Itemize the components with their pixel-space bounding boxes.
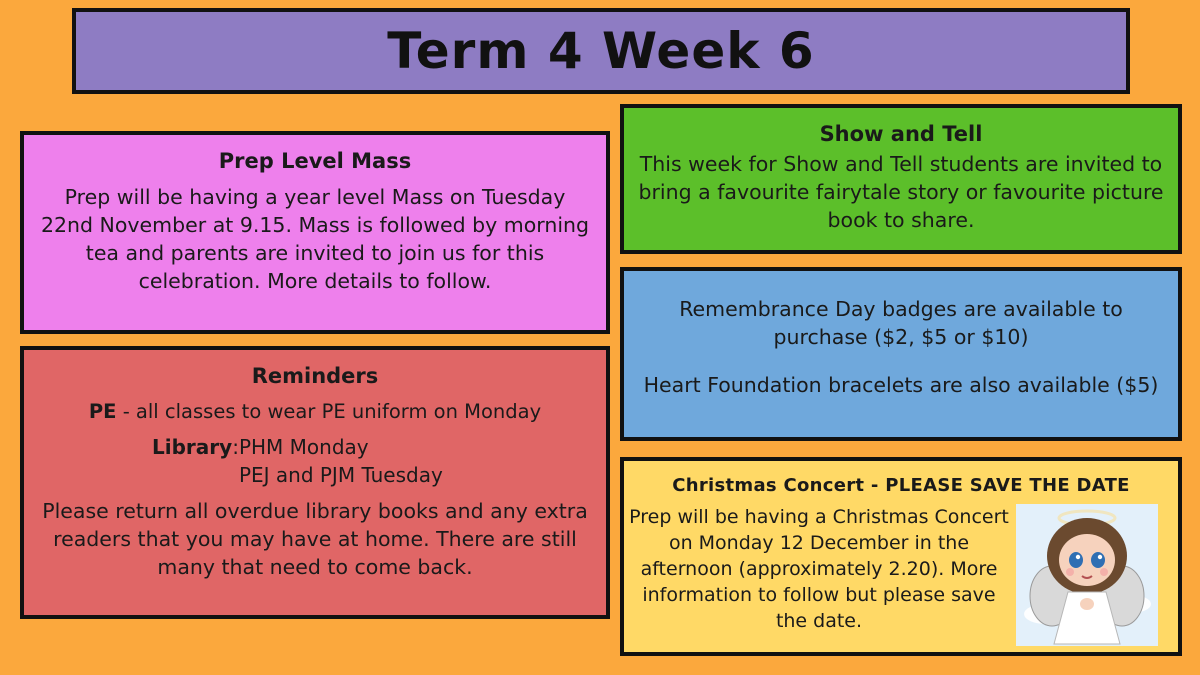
reminders-text: Please return all overdue library books and any extra readers that you may have at home. There are still many that need to come back. xyxy=(42,499,588,579)
christmas-text: Prep will be having a Christmas Concert on Monday 12 December in the afternoon (approximately 2.20). More information to follow but please save the date. xyxy=(629,506,1009,632)
library-line-2: PEJ and PJM Tuesday xyxy=(238,463,443,487)
bracelets-text: Heart Foundation bracelets are also available ($5) xyxy=(643,373,1159,397)
pe-reminder xyxy=(24,400,606,423)
mass-text: Prep will be having a year level Mass on Tuesday 22nd November at 9.15. Mass is followed by morning tea and parents are invited to join us for this celebration. More details to follow. xyxy=(40,185,590,293)
title-banner xyxy=(72,8,1130,94)
show-tell-heading: Show and Tell xyxy=(819,122,983,146)
reminders-heading: Reminders xyxy=(251,364,379,388)
prep-mass-card xyxy=(20,131,610,334)
show-and-tell-card xyxy=(620,104,1182,254)
mass-heading: Prep Level Mass xyxy=(218,149,412,173)
library-reminder xyxy=(152,433,606,489)
badges-text: Remembrance Day badges are available to purchase ($2, $5 or $10) xyxy=(679,297,1123,349)
library-line-1: PHM Monday xyxy=(238,435,369,459)
pe-label: PE xyxy=(88,400,117,423)
pe-text: - all classes to wear PE uniform on Monday xyxy=(116,400,542,423)
christmas-heading: Christmas Concert - PLEASE SAVE THE DATE xyxy=(672,475,1130,496)
show-tell-text: This week for Show and Tell students are invited to bring a favourite fairytale story or favourite picture book to share. xyxy=(638,152,1164,232)
angel-illustration xyxy=(1016,504,1158,646)
remembrance-card xyxy=(620,267,1182,441)
library-sep: : xyxy=(232,435,239,459)
christmas-concert-card xyxy=(620,457,1182,656)
reminders-card xyxy=(20,346,610,619)
library-label: Library xyxy=(152,435,233,459)
page-title: Term 4 Week 6 xyxy=(387,22,815,80)
